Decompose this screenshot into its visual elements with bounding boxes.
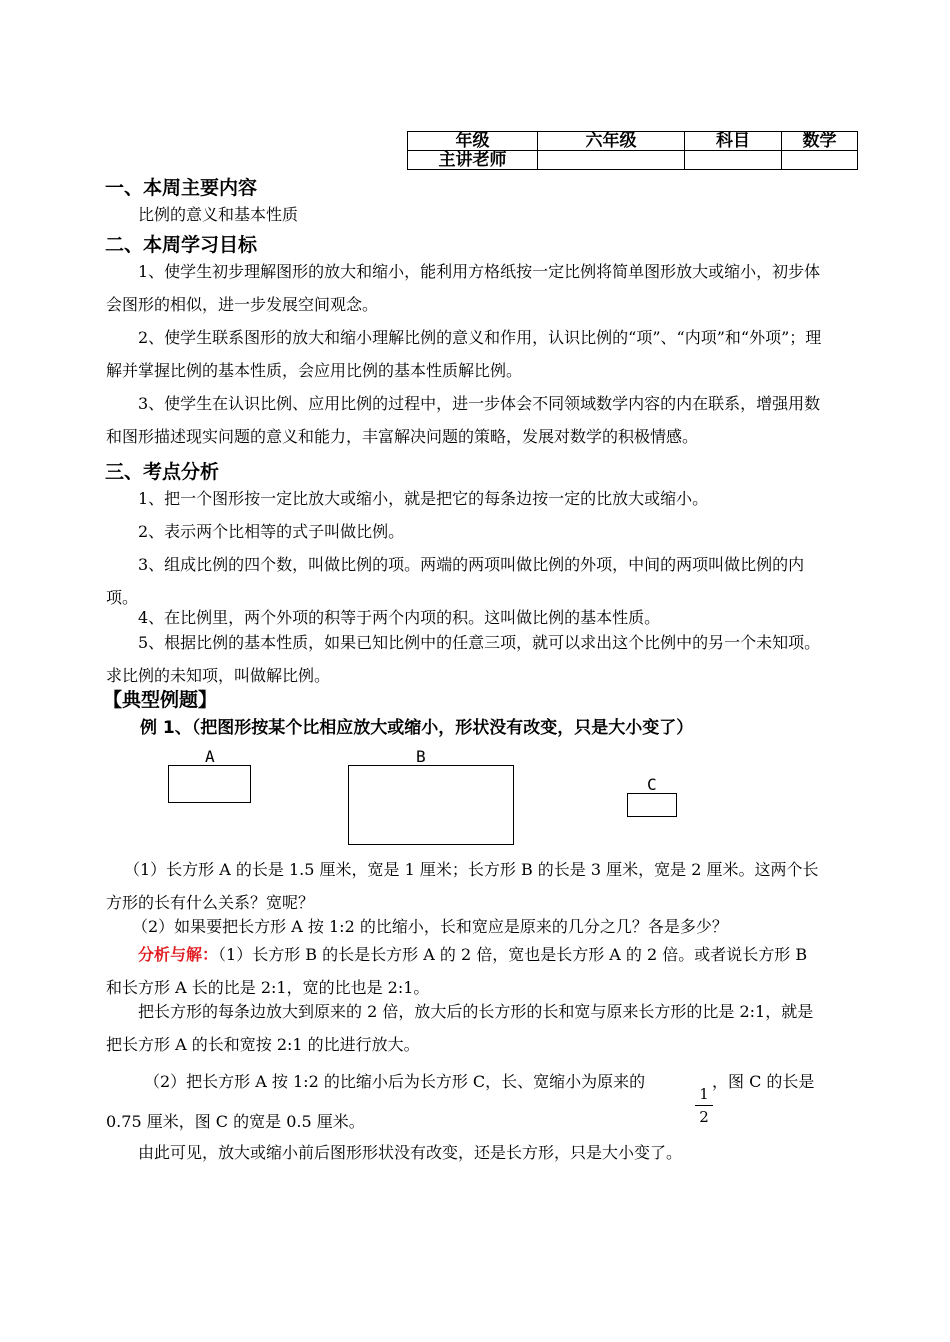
point-2: 2、表示两个比相等的式子叫做比例。 [138, 522, 405, 541]
question-1: （1）长方形 A 的长是 1.5 厘米，宽是 1 厘米；长方形 B 的长是 3 厘米，宽是 2 厘米。这两个长方形的长有什么关系？宽呢？ [106, 860, 819, 912]
subject-value: 数学 [782, 132, 858, 151]
grade-label: 年级 [408, 132, 538, 151]
fraction-numerator: 1 [699, 1085, 709, 1103]
goal-3: 3、使学生在认识比例、应用比例的过程中，进一步体会不同领域数学内容的内在联系，增强用数和图形描述现实问题的意义和能力，丰富解决问题的策略，发展对数学的积极情感。 [106, 394, 821, 446]
subject-label: 科目 [685, 132, 782, 151]
label-a: A [205, 747, 215, 766]
analysis-1b: 把长方形的每条边放大到原来的 2 倍，放大后的长方形的长和宽与原来长方形的比是 2:1，就是把长方形 A 的长和宽按 2:1 的比进行放大。 [106, 1002, 814, 1054]
section-3-title: 三、考点分析 [105, 461, 220, 483]
goal-2: 2、使学生联系图形的放大和缩小理解比例的意义和作用，认识比例的“项”、“内项”和“外项”；理解并掌握比例的基本性质，会应用比例的基本性质解比例。 [106, 328, 822, 380]
analysis-2-before: （2）把长方形 A 按 1:2 的比缩小后为长方形 C，长、宽缩小为原来的 [144, 1072, 646, 1091]
point-4: 4、在比例里，两个外项的积等于两个内项的积。这叫做比例的基本性质。 [138, 608, 661, 627]
rectangle-c [627, 793, 677, 817]
rectangle-a [168, 765, 251, 803]
teacher-value [538, 151, 685, 170]
info-table [407, 131, 858, 170]
point-3: 3、组成比例的四个数，叫做比例的项。两端的两项叫做比例的外项，中间的两项叫做比例的内项。 [106, 555, 805, 607]
point-1: 1、把一个图形按一定比放大或缩小，就是把它的每条边按一定的比放大或缩小。 [138, 489, 709, 508]
point-5: 5、根据比例的基本性质，如果已知比例中的任意三项，就可以求出这个比例中的另一个未知项。求比例的未知项，叫做解比例。 [106, 633, 821, 685]
examples-title: 【典型例题】 [103, 689, 218, 711]
analysis-label: 分析与解： [138, 945, 219, 964]
conclusion: 由此可见，放大或缩小前后图形形状没有改变，还是长方形，只是大小变了。 [138, 1143, 683, 1162]
analysis-2-after: ，图 C 的长是 [712, 1072, 815, 1091]
label-c: C [647, 775, 657, 794]
example-1-heading: 例 1、（把图形按某个比相应放大或缩小，形状没有改变，只是大小变了） [140, 718, 694, 738]
empty-cell [685, 151, 782, 170]
rectangle-b [348, 765, 514, 845]
section-1-text: 比例的意义和基本性质 [138, 205, 299, 224]
empty-cell [782, 151, 858, 170]
teacher-label: 主讲老师 [408, 151, 538, 170]
section-2-title: 二、本周学习目标 [105, 234, 258, 256]
goal-1: 1、使学生初步理解图形的放大和缩小，能利用方格纸按一定比例将简单图形放大或缩小，初步体会图形的相似，进一步发展空间观念。 [106, 262, 821, 314]
grade-value: 六年级 [538, 132, 685, 151]
fraction-denominator: 2 [699, 1108, 709, 1126]
analysis-1-text: （1）长方形 B 的长是长方形 A 的 2 倍，宽也是长方形 A 的 2 倍。或者说长方形 B 和长方形 A 长的比是 2:1，宽的比也是 2:1。 [106, 945, 808, 997]
analysis-2-line2: 0.75 厘米，图 C 的宽是 0.5 厘米。 [106, 1112, 365, 1131]
question-2: （2）如果要把长方形 A 按 1:2 的比缩小，长和宽应是原来的几分之几？各是多少？ [132, 917, 728, 936]
section-1-title: 一、本周主要内容 [105, 177, 258, 199]
label-b: B [416, 747, 426, 766]
